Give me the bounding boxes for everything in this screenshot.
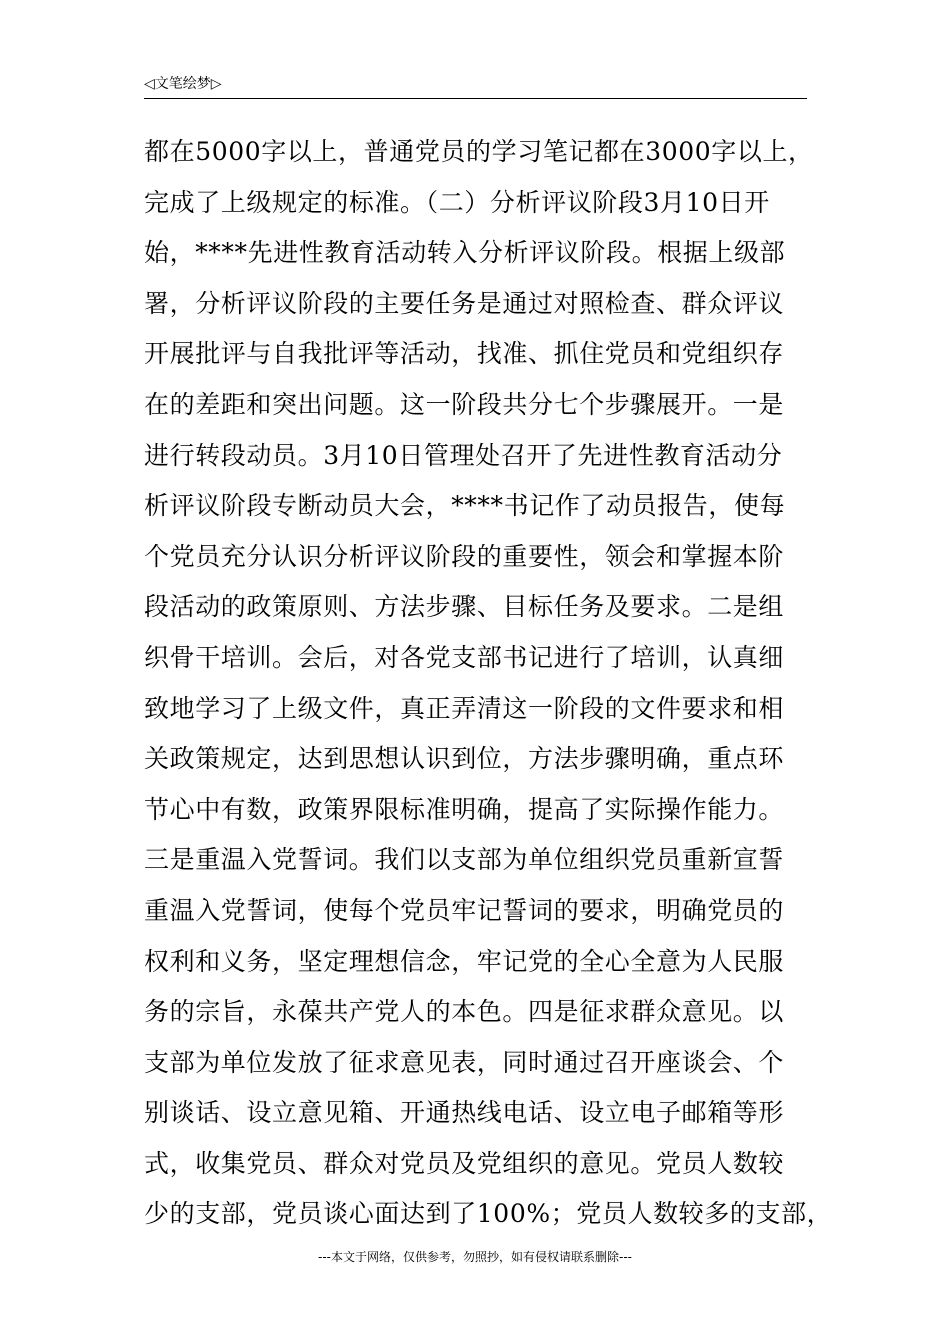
body-line: 织骨干培训。会后，对各党支部书记进行了培训，认真细 (144, 642, 785, 672)
body-line: 致地学习了上级文件，真正弄清这一阶段的文件要求和相 (144, 693, 785, 723)
page-footer: ---本文于网络，仅供参考，勿照抄，如有侵权请联系删除--- (318, 1250, 632, 1264)
body-line: 段活动的政策原则、方法步骤、目标任务及要求。二是组 (144, 592, 785, 622)
body-line: 支部为单位发放了征求意见表，同时通过召开座谈会、个 (144, 1047, 785, 1077)
body-line: 析评议阶段专断动员大会，****书记作了动员报告，使每 (144, 491, 786, 521)
body-line: 完成了上级规定的标准。（二）分析评议阶段3月10日开 (144, 187, 770, 217)
body-line: 署，分析评议阶段的主要任务是通过对照检查、群众评议 (144, 288, 785, 318)
body-line: 节心中有数，政策界限标准明确，提高了实际操作能力。 (144, 794, 785, 824)
page-header (144, 74, 807, 99)
body-line: 重温入党誓词，使每个党员牢记誓词的要求，明确党员的 (144, 895, 785, 925)
document-body (144, 127, 833, 1240)
body-line: 个党员充分认识分析评议阶段的重要性，领会和掌握本阶 (144, 541, 785, 571)
body-line: 权利和义务，坚定理想信念，牢记党的全心全意为人民服 (144, 946, 785, 976)
body-line: 三是重温入党誓词。我们以支部为单位组织党员重新宣誓 (144, 845, 785, 875)
body-line: 始，****先进性教育活动转入分析评议阶段。根据上级部 (144, 238, 786, 268)
body-line: 式，收集党员、群众对党员及党组织的意见。党员人数较 (144, 1148, 785, 1178)
body-line: 开展批评与自我批评等活动，找准、抓住党员和党组织存 (144, 339, 785, 369)
body-line: 务的宗旨，永葆共产党人的本色。四是征求群众意见。以 (144, 997, 785, 1027)
body-line: 关政策规定，达到思想认识到位，方法步骤明确，重点环 (144, 744, 785, 774)
header-title: ◁文笔绘梦▷ (144, 76, 222, 92)
body-line: 少的支部，党员谈心面达到了100%；党员人数较多的支部， (144, 1199, 833, 1229)
body-line: 进行转段动员。3月10日管理处召开了先进性教育活动分 (144, 440, 783, 470)
body-line: 在的差距和突出问题。这一阶段共分七个步骤展开。一是 (144, 389, 785, 419)
body-line: 都在5000字以上，普通党员的学习笔记都在3000字以上， (144, 137, 814, 166)
body-line: 别谈话、设立意见箱、开通热线电话、设立电子邮箱等形 (144, 1098, 785, 1128)
